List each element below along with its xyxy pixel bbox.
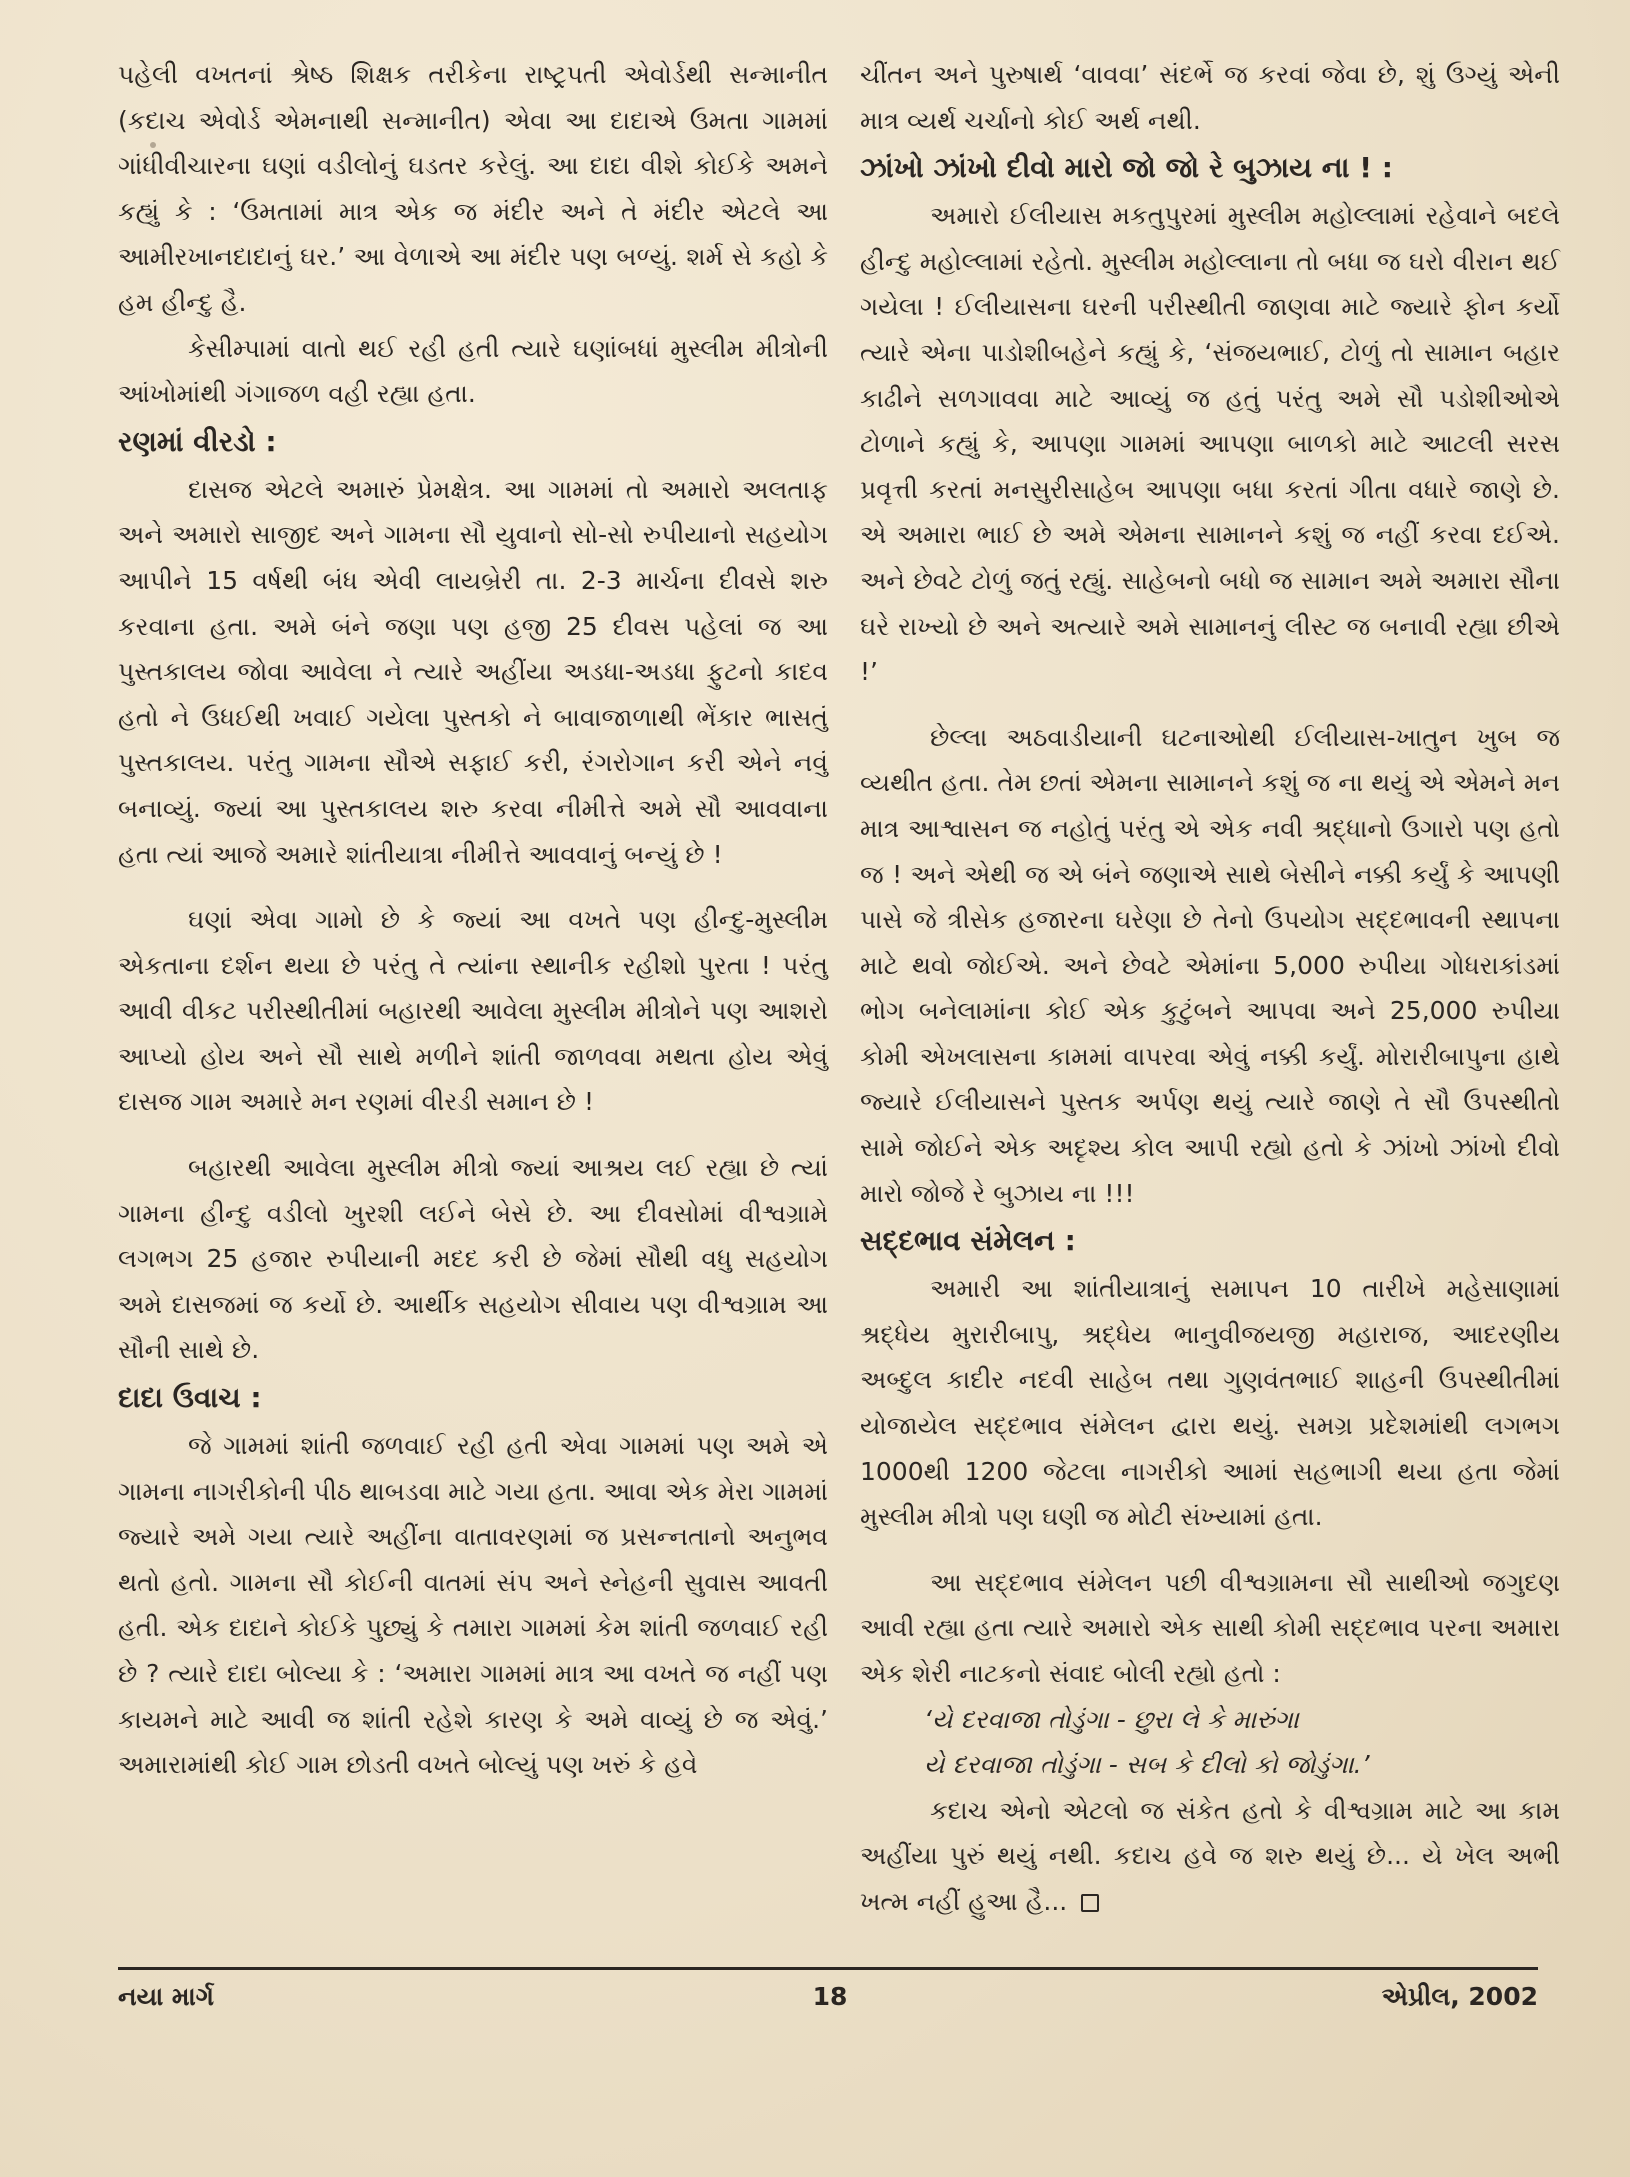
paragraph: ઘણાં એવા ગામો છે કે જ્યાં આ વખતે પણ હીન્દુ-મુસ્લીમ એકતાના દર્શન થયા છે પરંતુ તે ત્યાંના સ્થાનીક રહીશો પુરતા ! પરંતુ આવી વીકટ પરીસ્થીતીમાં બહારથી આવેલા મુસ્લીમ મીત્રોને પણ આશરો આપ્યો હોય અને સૌ સાથે મળીને શાંતી જાળવવા મથતા હોય એવું દાસજ ગામ અમારે મન રણમાં વીરડી સમાન છે ! (118, 905, 828, 1117)
left-column (118, 52, 828, 1788)
paragraph: ચીંતન અને પુરુષાર્થ ‘વાવવા’ સંદર્ભે જ કરવાં જેવા છે, શું ઉગ્યું એની માત્ર વ્યર્થ ચર્ચાનો કોઈ અર્થ નથી. (860, 60, 1560, 135)
right-column (860, 52, 1560, 1925)
verse-line: યે દરવાજા તોડુંગા - સબ કે દીલો કો જોડુંગા.’ (924, 1750, 1370, 1780)
paragraph: જે ગામમાં શાંતી જળવાઈ રહી હતી એવા ગામમાં પણ અમે એ ગામના નાગરીકોની પીઠ થાબડવા માટે ગયા હતા. આવા એક મેરા ગામમાં જ્યારે અમે ગયા ત્યારે અહીંના વાતાવરણમાં જ પ્રસન્નતાનો અનુભવ થતો હતો. ગામના સૌ કોઈની વાતમાં સંપ અને સ્નેહની સુવાસ આવતી હતી. એક દાદાને કોઈકે પુછ્યું કે તમારા ગામમાં કેમ શાંતી જળવાઈ રહી છે ? ત્યારે દાદા બોલ્યા કે : ‘અમારા ગામમાં માત્ર આ વખતે જ નહીં પણ કાયમને માટે આવી જ શાંતી રહેશે કારણ કે અમે વાવ્યું છે જ એવું.’ અમારામાંથી કોઈ ગામ છોડતી વખતે બોલ્યું પણ ખરું કે હવે (118, 1431, 828, 1780)
page-number: 18 (812, 1982, 848, 2011)
paragraph: આ સદ્દભાવ સંમેલન પછી વીશ્વગ્રામના સૌ સાથીઓ જગુદણ આવી રહ્યા હતા ત્યારે અમારો એક સાથી કોમી સદ્દભાવ પરના અમારા એક શેરી નાટકનો સંવાદ બોલી રહ્યો હતો : (860, 1567, 1560, 1688)
paragraph: પહેલી વખતનાં શ્રેષ્ઠ શિક્ષક તરીકેના રાષ્ટ્રપતી એવોર્ડથી સન્માનીત (કદાચ એવોર્ડ એમનાથી સન્માનીત) એવા આ દાદાએ ઉમતા ગામમાં ગાંધીવીચારના ઘણાં વડીલોનું ઘડતર કરેલું. આ દાદા વીશે કોઈકે અમને કહ્યું કે : ‘ઉમતામાં માત્ર એક જ મંદીર અને તે મંદીર એટલે આ આમીરખાનદાદાનું ઘર.’ આ વેળાએ આ મંદીર પણ બળ્યું. શર્મ સે કહો કે હમ હીન્દુ હૈ. (118, 60, 828, 317)
paragraph: કેસીમ્પામાં વાતો થઈ રહી હતી ત્યારે ઘણાંબધાં મુસ્લીમ મીત્રોની આંખોમાંથી ગંગાજળ વહી રહ્યા હતા. (118, 333, 828, 409)
paragraph: દાસજ એટલે અમારું પ્રેમક્ષેત્ર. આ ગામમાં તો અમારો અલતાફ અને અમારો સાજીદ અને ગામના સૌ યુવાનો સો-સો રુપીયાનો સહયોગ આપીને 15 વર્ષથી બંધ એવી લાયબ્રેરી તા. 2-3 માર્ચના દીવસે શરુ કરવાના હતા. અમે બંને જણા પણ હજી 25 દીવસ પહેલાં જ આ પુસ્તકાલય જોવા આવેલા ને ત્યારે અહીંયા અડધા-અડધા ફુટનો કાદવ હતો ને ઉધઈથી ખવાઈ ગયેલા પુસ્તકો ને બાવાજાળાથી ભેંકાર ભાસતું પુસ્તકાલય. પરંતુ ગામના સૌએ સફાઈ કરી, રંગરોગાન કરી એને નવું બનાવ્યું. જ્યાં આ પુસ્તકાલય શરુ કરવા નીમીત્તે અમે સૌ આવવાના હતા ત્યાં આજે અમારે શાંતીયાત્રા નીમીત્તે આવવાનું બન્યું છે ! (118, 474, 828, 869)
paragraph: અમારી આ શાંતીયાત્રાનું સમાપન 10 તારીખે મહેસાણામાં શ્રદ્ધેય મુરારીબાપુ, શ્રદ્ધેય ભાનુવીજયજી મહારાજ, આદરણીય અબ્દુલ કાદીર નદવી સાહેબ તથા ગુણવંતભાઈ શાહની ઉપસ્થીતીમાં યોજાયેલ સદ્દભાવ સંમેલન દ્વારા થયું. સમગ્ર પ્રદેશમાંથી લગભગ 1000થી 1200 જેટલા નાગરીકો આમાં સહભાગી થયા હતા જેમાં મુસ્લીમ મીત્રો પણ ઘણી જ મોટી સંખ્યામાં હતા. (860, 1274, 1560, 1532)
closing-text: કદાચ એનો એટલો જ સંકેત હતો કે વીશ્વગ્રામ માટે આ કામ અહીંયા પુરું થયું નથી. કદાચ હવે જ શરુ થયું છે... યે ખેલ અભી ખત્મ નહીં હુઆ હૈ... (860, 1795, 1560, 1916)
footer-rule (118, 1967, 1538, 1970)
paragraph-closing (860, 1788, 1560, 1925)
issue-date: એપ્રીલ, 2002 (1381, 1982, 1538, 2011)
section-heading: સદ્દભાવ સંમેલન : (860, 1224, 1076, 1258)
paragraph: અમારો ઈલીયાસ મકતુપુરમાં મુસ્લીમ મહોલ્લામાં રહેવાને બદલે હીન્દુ મહોલ્લામાં રહેતો. મુસ્લીમ મહોલ્લાના તો બધા જ ઘરો વીરાન થઈ ગયેલા ! ઈલીયાસના ઘરની પરીસ્થીતી જાણવા માટે જ્યારે ફોન કર્યો ત્યારે એના પાડોશીબહેને કહ્યું કે, ‘સંજયભાઈ, ટોળું તો સામાન બહાર કાઢીને સળગાવવા માટે આવ્યું જ હતું પરંતુ અમે સૌ પડોશીઓએ ટોળાને કહ્યું કે, આપણા ગામમાં આપણા બાળકો માટે આટલી સરસ પ્રવૃત્તી કરતાં મનસુરીસાહેબ આપણા બધા કરતાં ગીતા વધારે જાણે છે. એ અમારા ભાઈ છે અમે એમના સામાનને કશું જ નહીં કરવા દઈએ. અને છેવટે ટોળું જતું રહ્યું. સાહેબનો બધો જ સામાન અમે અમારા સૌના ઘરે રાખ્યો છે અને અત્યારે અમે સામાનનું લીસ્ટ જ બનાવી રહ્યા છીએ !’ (860, 201, 1560, 687)
section-heading: ઝાંખો ઝાંખો દીવો મારો જો જો રે બુઝાય ના ! : (860, 151, 1393, 185)
section-heading: દાદા ઉવાચ : (118, 1381, 262, 1415)
end-of-article-box-icon (1081, 1894, 1099, 1912)
verse-line: ‘યે દરવાજા તોડુંગા - છુરા લે કે મારુંગા (924, 1704, 1299, 1734)
magazine-name: નયા માર્ગ (118, 1982, 214, 2011)
section-heading: રણમાં વીરડો : (118, 424, 277, 458)
paragraph: બહારથી આવેલા મુસ્લીમ મીત્રો જ્યાં આશ્રય લઈ રહ્યા છે ત્યાં ગામના હીન્દુ વડીલો ખુરશી લઈને બેસે છે. આ દીવસોમાં વીશ્વગ્રામે લગભગ 25 હજાર રુપીયાની મદદ કરી છે જેમાં સૌથી વધુ સહયોગ અમે દાસજમાં જ કર્યો છે. આર્થીક સહયોગ સીવાય પણ વીશ્વગ્રામ આ સૌની સાથે છે. (118, 1153, 828, 1365)
paragraph: છેલ્લા અઠવાડીયાની ઘટનાઓથી ઈલીયાસ-ખાતુન ખુબ જ વ્યથીત હતા. તેમ છતાં એમના સામાનને કશું જ ના થયું એ એમને મન માત્ર આશ્વાસન જ નહોતું પરંતુ એ એક નવી શ્રદ્ધાનો ઉગારો પણ હતો જ ! અને એથી જ એ બંને જણાએ સાથે બેસીને નક્કી કર્યું કે આપણી પાસે જે ત્રીસેક હજારના ઘરેણા છે તેનો ઉપયોગ સદ્દભાવની સ્થાપના માટે થવો જોઈએ. અને છેવટે એમાંના 5,000 રુપીયા ગોધરાકાંડમાં ભોગ બનેલામાંના કોઈ એક કુટુંબને આપવા અને 25,000 રુપીયા કોમી એખલાસના કામમાં વાપરવા એવું નક્કી કર્યું. મોરારીબાપુના હાથે જ્યારે ઈલીયાસને પુસ્તક અર્પણ થયું ત્યારે જાણે તે સૌ ઉપસ્થીતો સામે જોઈને એક અદૃશ્ય કોલ આપી રહ્યો હતો કે ઝાંખો ઝાંખો દીવો મારો જોજે રે બુઝાય ના !!! (860, 722, 1560, 1208)
